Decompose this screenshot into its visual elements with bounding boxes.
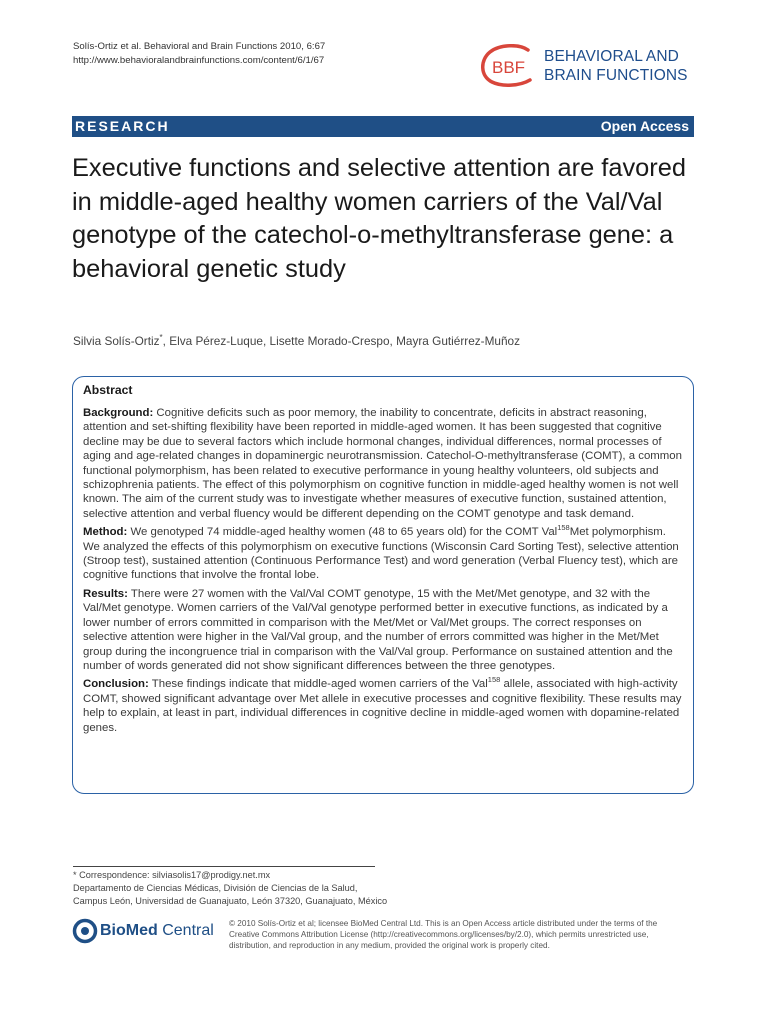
footnote — [73, 869, 387, 908]
abstract-conclusion — [83, 677, 683, 735]
publisher-name — [100, 922, 214, 940]
open-access-label: Open Access — [600, 118, 689, 134]
license-text: © 2010 Solís-Ortiz et al; licensee BioMed Central Ltd. This is an Open Access article distributed under the terms of the Creative Commons Attribution License (http://creativecommons.org/licenses/by/2.0), which permits unrestricted use, distribution, and reproduction in any medium, provided the original work is properly cited. — [229, 919, 658, 950]
abstract-results — [83, 587, 683, 673]
bbf-logo-icon — [478, 44, 540, 88]
publisher-logo — [72, 918, 222, 948]
article-type-banner — [72, 116, 694, 137]
section-text: Met polymorphism. We analyzed the effects of this polymorphism on executive functions (Wisconsin Card Sorting Test), selective attention (Stroop test), sustained attention (Continuous Performance Test) and word generation (Verbal Fluency test), which are cognitive functions that involve the frontal lobe. — [83, 526, 679, 582]
journal-logo — [478, 44, 698, 94]
journal-name — [544, 47, 688, 85]
abstract-heading: Abstract — [83, 383, 133, 397]
logo-mark: BBF — [492, 58, 526, 77]
biomed-central-icon — [72, 918, 98, 944]
author-name[interactable]: Silvia Solís-Ortiz — [73, 333, 160, 348]
citation-line: Solís-Ortiz et al. Behavioral and Brain Functions 2010, 6:67 — [73, 41, 326, 52]
affiliation-line: Departamento de Ciencias Médicas, División de Ciencias de la Salud, — [73, 883, 358, 893]
correspondence-email[interactable]: * Correspondence: silviasolis17@prodigy.net.mx — [73, 870, 271, 880]
publisher-name-regular: Central — [157, 922, 214, 939]
author-list — [73, 333, 520, 348]
abstract-background — [83, 406, 683, 521]
section-text: We genotyped 74 middle-aged healthy women (48 to 65 years old) for the COMT Val — [130, 526, 558, 539]
corresponding-mark: * — [159, 333, 163, 342]
article-url-link[interactable]: http://www.behavioralandbrainfunctions.com/content/6/1/67 — [73, 55, 325, 66]
article-type-label: RESEARCH — [75, 118, 170, 134]
other-authors: , Elva Pérez-Luque, Lisette Morado-Crespo, Mayra Gutiérrez-Muñoz — [162, 333, 520, 348]
section-label: Results: — [83, 587, 128, 600]
journal-name-line: BEHAVIORAL AND — [544, 48, 679, 65]
article-title: Executive functions and selective attention are favored in middle-aged healthy women carriers of the Val/Val genotype of the catechol-o-methyltransferase gene: a behavioral genetic study — [72, 154, 686, 283]
section-label: Conclusion: — [83, 678, 149, 691]
superscript: 158 — [557, 523, 570, 533]
section-text: These findings indicate that middle-aged women carriers of the Val — [151, 678, 488, 691]
affiliation-line: Campus León, Universidad de Guanajuato, León 37320, Guanajuato, México — [73, 896, 388, 906]
citation-header — [73, 40, 325, 68]
publisher-name-bold: BioMed — [100, 922, 158, 939]
section-text: Cognitive deficits such as poor memory, the inability to concentrate, deficits in abstract reasoning, attention and set-shifting flexibility have been reported in middle-aged women. It has been suggested that cognitive decline may be due to several factors which include hormonal changes, individual differences, normal processes of aging and age-related changes in dopaminergic neurotransmission. Catechol-O-methyltransferase (COMT), a common functional polymorphism, has been related to executive performance in young healthy volunteers, old subjects and schizophrenia patients. The effect of this polymorphism on cognitive function in middle-aged healthy women is not well known. The aim of the current study was to investigate whether measures of executive function, sustained attention, selective attention and verbal fluency would be different depending on the COMT genotype and task demand. — [83, 407, 682, 520]
abstract-box — [72, 376, 694, 794]
abstract-method — [83, 525, 683, 583]
section-label: Background: — [83, 407, 154, 419]
superscript: 158 — [487, 675, 501, 685]
section-text: allele, associated with high-activity COMT, showed significant advantage over Met allele in executive processes and cognitive flexibility. These results may help to explain, at least in part, individual differences in cognitive decline in middle-aged women with dopamine-related genes. — [83, 678, 682, 734]
journal-name-line: BRAIN FUNCTIONS — [544, 67, 688, 84]
section-text: There were 27 women with the Val/Val COMT genotype, 15 with the Met/Met genotype, and 32 with the Val/Met genotype. Women carriers of the Val/Val genotype performed better in executive functions, as indicated by a lower number of errors committed in comparison with the Met/Met or Val/Met groups. The correct responses on selective attention were higher in the Val/Val group, and the number of errors committed was higher in the Met/Met group during the incongruence trial in comparison with the Val/Val group. Performance on sustained attention and the number of words generated did not show significant differences between the three genotypes. — [83, 587, 673, 672]
footnote-divider — [73, 866, 375, 867]
section-label: Method: — [83, 526, 128, 539]
